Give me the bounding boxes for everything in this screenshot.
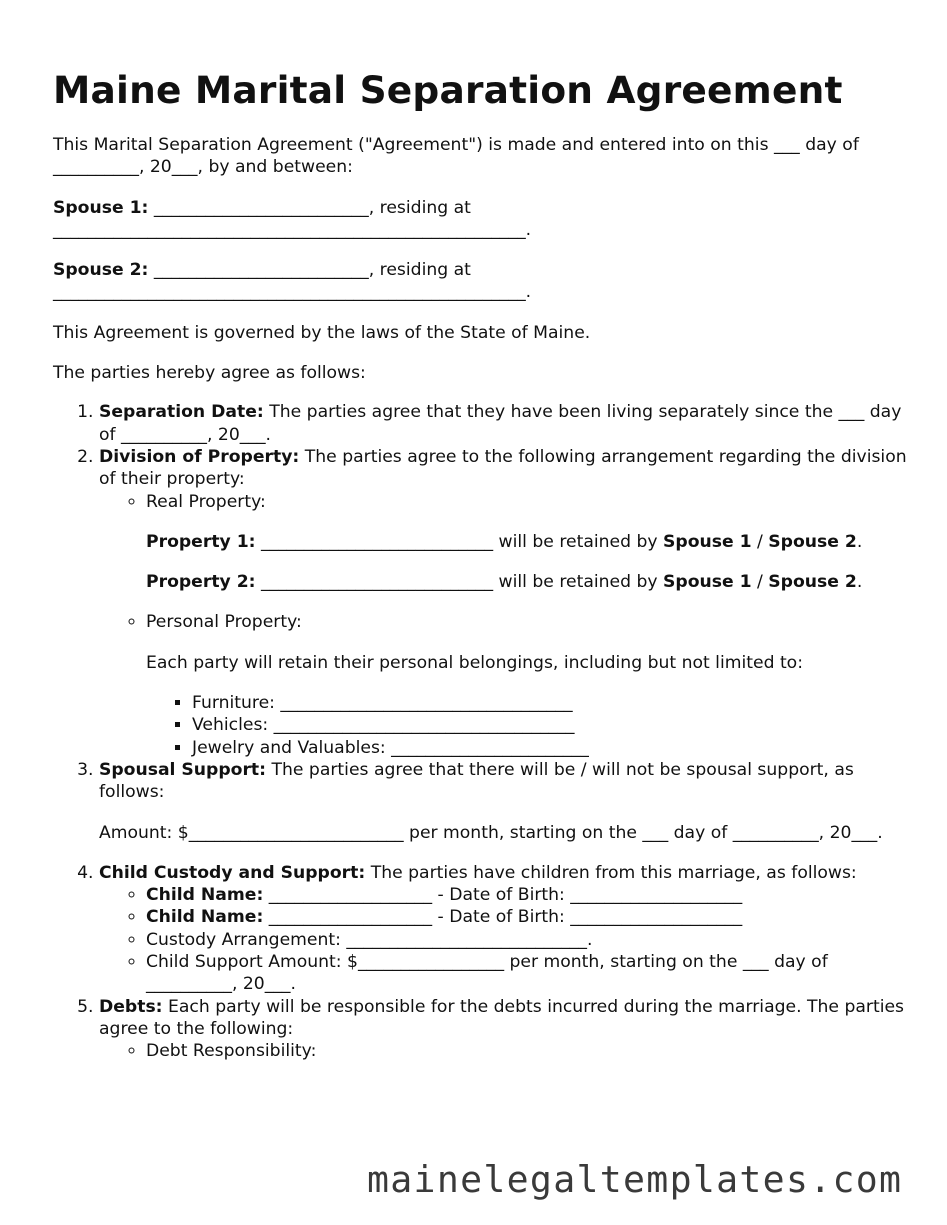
child-2-label: Child Name: [146, 907, 264, 928]
property-2-label: Property 2: [146, 572, 256, 593]
property-2-spouse-2: Spouse 2 [768, 572, 857, 593]
term-separation-date [99, 401, 913, 446]
term-division-of-property [99, 446, 913, 759]
child-sublist [99, 884, 913, 995]
property-1-text: ___________________________ will be retained by [255, 531, 664, 552]
property-1-label: Property 1: [146, 531, 256, 552]
real-property-label: ◦ Real Property: [146, 491, 266, 512]
spouse-2-line [53, 259, 913, 304]
spousal-label: Spousal Support: [99, 759, 267, 780]
terms-list [53, 401, 913, 1062]
personal-property-bullets [146, 692, 913, 759]
child-2-line [146, 906, 913, 928]
property-1-spouse-1: Spouse 1 [663, 531, 752, 552]
debts-sublist [99, 1040, 913, 1062]
property-2-slash: / [751, 572, 769, 593]
spouse-1-line [53, 197, 913, 242]
child-text: The parties have children from this marriage, as follows: [365, 862, 857, 883]
term-debts [99, 996, 913, 1063]
spousal-amount: Amount: $_________________________ per month, starting on the ___ day of __________, 20___. [99, 822, 883, 843]
separation-label: Separation Date: [99, 402, 264, 423]
agreement-lead: The parties hereby agree as follows: [53, 363, 366, 384]
footer-watermark: mainelegaltemplates.com [367, 1158, 903, 1201]
term-spousal-support [99, 759, 913, 844]
spouse-2-text: _________________________, residing at _______________________________________________________. [53, 260, 532, 303]
debt-responsibility: ◦ Debt Responsibility: [146, 1040, 913, 1062]
governing-law: This Agreement is governed by the laws of the State of Maine. [53, 322, 591, 343]
property-label: Division of Property: [99, 446, 300, 467]
bullet-jewelry: ▪ Jewelry and Valuables: _______________________ [192, 737, 913, 759]
spousal-text: The parties agree that there will be / will not be spousal support, as follows: [99, 759, 854, 803]
child-2-text: ___________________ - Date of Birth: ____________________ [263, 907, 743, 928]
intro-paragraph: This Marital Separation Agreement ("Agreement") is made and entered into on this ___ day of __________, 20___, by and between: [53, 135, 859, 178]
child-1-line [146, 884, 913, 906]
term-child-custody [99, 862, 913, 996]
property-1-line [146, 531, 913, 553]
property-1-period: . [856, 531, 863, 552]
spouse-1-label: Spouse 1: [53, 197, 149, 218]
personal-property-text: Each party will retain their personal belongings, including but not limited to: [146, 652, 803, 673]
property-sublist [99, 491, 913, 759]
property-2-period: . [856, 572, 863, 593]
separation-text: The parties agree that they have been living separately since the ___ day of __________, 20___. [99, 402, 902, 445]
bullet-vehicles: ▪ Vehicles: ___________________________________ [192, 714, 913, 736]
page-title: Maine Marital Separation Agreement [53, 68, 843, 112]
spouse-1-text: _________________________, residing at _______________________________________________________. [53, 197, 532, 240]
personal-property-label: ◦ Personal Property: [146, 612, 302, 633]
debts-text: Each party will be responsible for the debts incurred during the marriage. The parties agree to the following: [99, 996, 904, 1039]
child-1-text: ___________________ - Date of Birth: ____________________ [263, 885, 743, 906]
custody-arrangement: ◦ Custody Arrangement: ____________________________. [146, 929, 913, 951]
property-1-spouse-2: Spouse 2 [768, 531, 857, 552]
child-label: Child Custody and Support: [99, 862, 366, 883]
child-1-label: Child Name: [146, 885, 264, 906]
spouse-2-label: Spouse 2: [53, 260, 149, 281]
property-2-line [146, 571, 913, 593]
bullet-furniture: ▪ Furniture: __________________________________ [192, 692, 913, 714]
child-support-amount: ◦ Child Support Amount: $_________________ per month, starting on the ___ day of __________, 20___. [146, 951, 913, 996]
debts-label: Debts: [99, 996, 163, 1017]
property-2-text: ___________________________ will be retained by [255, 572, 664, 593]
document-page [53, 0, 913, 1063]
real-property-item [146, 491, 913, 594]
personal-property-item [146, 611, 913, 758]
property-2-spouse-1: Spouse 1 [663, 572, 752, 593]
property-text: The parties agree to the following arrangement regarding the division of their property: [99, 446, 907, 490]
property-1-slash: / [751, 531, 769, 552]
